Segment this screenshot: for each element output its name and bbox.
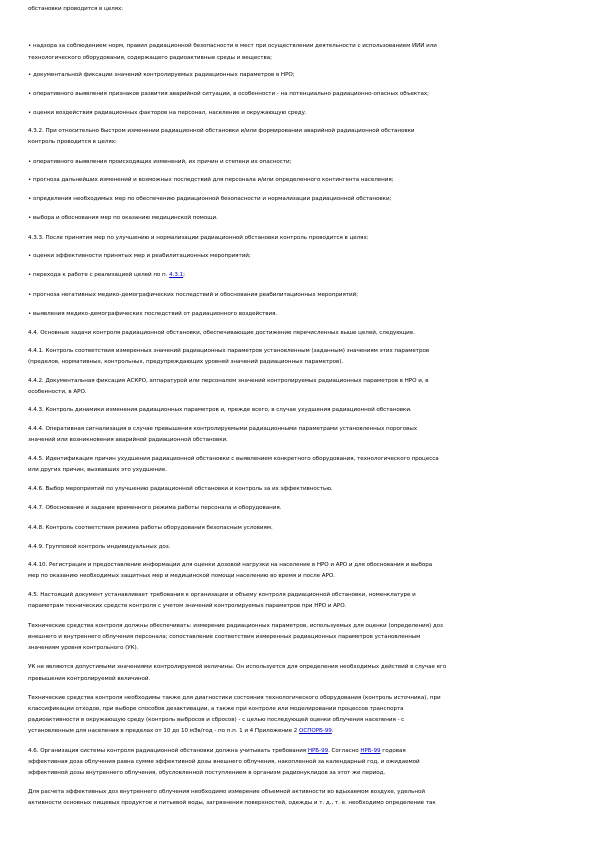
text-span: 4.3.3. После принятия мер по улучшению и нормализации радиационной обстановки контроль проводится в целях:	[28, 235, 369, 241]
text-span: внешнего и внутреннего облучения персонала; сопоставление соответствия измеренных радиационных параметров установленным	[28, 634, 421, 640]
text-span: активности основных пищевых продуктов и питьевой воды, загрязнения поверхностей, одежды и т. д., т. е. необходимо определение так	[28, 800, 436, 806]
text-line	[28, 4, 576, 16]
text-line	[28, 70, 576, 82]
text-line	[28, 632, 576, 644]
text-span: радиоактивности в окружающую среду (контроль выбросов и сбросов) - с целью последующей оценки облучения населения - с	[28, 717, 405, 723]
document-link[interactable]: НРБ-99	[360, 748, 381, 754]
text-line	[28, 726, 576, 738]
text-span: ;	[183, 272, 185, 278]
document-link[interactable]: НРБ-99	[307, 748, 329, 754]
text-span: установленным для населения в пределах от 10 до 10 мЗв/год - по п.п. 1 и 4 Приложение 2	[28, 728, 299, 734]
text-span: Для расчета эффективных доз внутреннего облучения необходимо измерение объемной активности во вдыхаемом воздухе, удельной	[28, 789, 425, 795]
text-span: • определения необходимых мер по обеспечению радиационной безопасности и нормализации радиационной обстановки;	[28, 196, 392, 202]
text-span: 4.4. Основные задачи контроля радиационной обстановки, обеспечивающие достижение перечисленных выше целей, следующие.	[28, 330, 415, 336]
text-line	[28, 590, 576, 602]
text-span: 4.3.2. При относительно быстром изменении радиационной обстановки и/или формировании аварийной радиационной обстановки	[28, 128, 415, 134]
text-line	[28, 89, 576, 101]
text-line	[28, 704, 576, 716]
text-line	[28, 233, 576, 245]
text-span: . Согласно	[328, 748, 361, 754]
text-span: 4.4.3. Контроль динамики изменения радиационных параметров и, прежде всего, в случае ухудшения радиационной обстановки.	[28, 407, 412, 413]
text-line	[28, 290, 576, 302]
text-span: значениям уровня контрольного (УК).	[28, 645, 139, 651]
text-line	[28, 757, 576, 769]
text-line	[28, 270, 576, 282]
text-span: годовая	[380, 748, 406, 754]
document-link[interactable]: 4.3.1	[169, 272, 184, 278]
text-line	[28, 662, 576, 674]
text-span: 4.4.9. Групповой контроль индивидуальных доз.	[28, 544, 171, 550]
text-span: классификации отходов, при выборе способов дезактивации, а также при контроле или моделировании процессов транспорта	[28, 706, 404, 712]
text-line	[28, 194, 576, 206]
text-span: или других причин, вызвавших это ухудшение.	[28, 467, 167, 473]
text-line	[28, 126, 576, 138]
text-span: 4.4.5. Идентификация причин ухудшения радиационной обстановки с выявлением конкретного оборудования, технологического процесса	[28, 456, 439, 462]
text-line	[28, 768, 576, 780]
text-line	[28, 213, 576, 225]
text-line	[28, 693, 576, 705]
text-span: • оценки воздействия радиационных факторов на персонал, население и окружающую среду.	[28, 110, 307, 116]
text-line	[28, 454, 576, 466]
text-line	[28, 387, 576, 399]
text-line	[28, 465, 576, 477]
text-line	[28, 251, 576, 263]
text-span: 4.6. Организация системы контроля радиационной обстановки должна учитывать требования	[28, 748, 308, 754]
text-span: • перехода к работе с реализацией целей по п.	[28, 272, 170, 278]
text-line	[28, 746, 576, 758]
text-span: • выявления медико-демографических последствий от радиационного воздействия.	[28, 311, 278, 317]
text-span: превышения контролируемой величиной.	[28, 676, 151, 682]
text-span: • оперативного выявления признаков развития аварийной ситуации, в особенности - на потенциально радиационно-опасных объектах;	[28, 91, 429, 97]
text-line	[28, 601, 576, 613]
document-link[interactable]: ОСПОРБ-99	[298, 728, 332, 734]
text-line	[28, 503, 576, 515]
text-line	[28, 309, 576, 321]
text-line	[28, 137, 576, 149]
text-span: .	[331, 728, 334, 734]
text-line	[28, 157, 576, 169]
text-line	[28, 435, 576, 447]
text-span: значений или возникновения аварийной радиационной обстановки.	[28, 437, 228, 443]
text-span: 4.4.6. Выбор мероприятий по улучшению радиационной обстановки и контроль за их эффективностью.	[28, 486, 333, 492]
text-line	[28, 674, 576, 686]
text-span: Технические средства контроля необходимы также для диагностики состояния технологического оборудования (контроль источника), при	[28, 695, 441, 701]
text-span: Технические средства контроля должны обеспечивать: измерение радиационных параметров, используемых для оценки (определения) доз	[28, 623, 443, 629]
text-span: • документальной фиксации значений контролируемых радиационных параметров в НРО;	[28, 72, 295, 78]
text-line	[28, 357, 576, 369]
text-span: 4.4.4. Оперативная сигнализация в случае превышения контролируемыми радиационными параметрами установленных пороговых	[28, 426, 418, 432]
text-span: 4.4.8. Контроль соответствия режима работы оборудования безопасным условиям.	[28, 525, 273, 531]
text-span: мер по оказанию необходимых защитных мер и медицинской помощи населению во время и после АРО.	[28, 573, 335, 579]
text-span: эффективная доза облучения равна сумме эффективной дозы внешнего облучения, накопленной за календарный год, и ожидаемой	[28, 759, 420, 765]
text-line	[28, 424, 576, 436]
text-line	[28, 405, 576, 417]
text-span: • выбора и обоснования мер по оказанию медицинской помощи.	[28, 215, 218, 221]
text-span: 4.4.7. Обоснование и задание временного режима работы персонала и оборудования.	[28, 505, 282, 511]
text-span: особенности, в АРО.	[28, 389, 87, 395]
text-span: 4.4.1. Контроль соответствия измеренных значений радиационных параметров установленным (заданным) значениям этих параметров	[28, 348, 430, 354]
text-span: • прогноза дальнейших изменений и возможных последствий для персонала и/или определенного контингента населения;	[28, 177, 394, 183]
text-span: 4.4.2. Документальная фиксация АСКРО, аппаратурой или персоналом значений контролируемых радиационных параметров в НРО и, в	[28, 378, 429, 384]
text-line	[28, 798, 576, 810]
text-span: (пределов, нормативных, контрольных, предупреждающих уровней значений радиационных параметров).	[28, 359, 344, 365]
text-span: контроль проводится в целях:	[28, 139, 117, 145]
text-line	[28, 484, 576, 496]
text-span: эффективной дозы внутреннего облучения, обусловленной поступлением в организм радионуклидов за этот же период.	[28, 770, 386, 776]
text-span: • оценки эффективности принятых мер и реабилитационных мероприятий;	[28, 253, 251, 259]
text-span: параметрам технических средств контроля с учетом значений контролируемых параметров при НРО и АРО.	[28, 603, 347, 609]
text-line	[28, 643, 576, 655]
text-line	[28, 175, 576, 187]
text-line	[28, 787, 576, 799]
text-span: 4.4.10. Регистрация и предоставление информации для оценки дозовой нагрузки на население в НРО и АРО и для обоснования и выбора	[28, 562, 433, 568]
text-line	[28, 328, 576, 340]
text-span: технологического оборудования, содержащего радиоактивные среды и вещества;	[28, 55, 272, 61]
text-span: • оперативного выявления происходящих изменений, их причин и степени их опасности;	[28, 159, 292, 165]
text-line	[28, 542, 576, 554]
text-line	[28, 621, 576, 633]
text-line	[28, 41, 576, 53]
text-line	[28, 560, 576, 572]
text-line	[28, 571, 576, 583]
text-span: обстановки проводится в целях:	[28, 6, 124, 12]
text-span: 4.5. Настоящий документ устанавливает требования к организации и объему контроля радиационной обстановки, номенклатуре и	[28, 592, 416, 598]
text-span: УК не являются допустимыми значениями контролируемой величины. Он используется для определения необходимых действий в случае его	[28, 664, 447, 670]
text-line	[28, 376, 576, 388]
text-line	[28, 108, 576, 120]
text-span: • надзора за соблюдением норм, правил радиационной безопасности в мест при осуществлении деятельности с использованием ИИИ или	[28, 43, 437, 49]
text-line	[28, 715, 576, 727]
text-span: • прогноза негативных медико-демографических последствий и обоснования реабилитационных мероприятий;	[28, 292, 359, 298]
text-line	[28, 53, 576, 65]
text-line	[28, 523, 576, 535]
text-line	[28, 346, 576, 358]
